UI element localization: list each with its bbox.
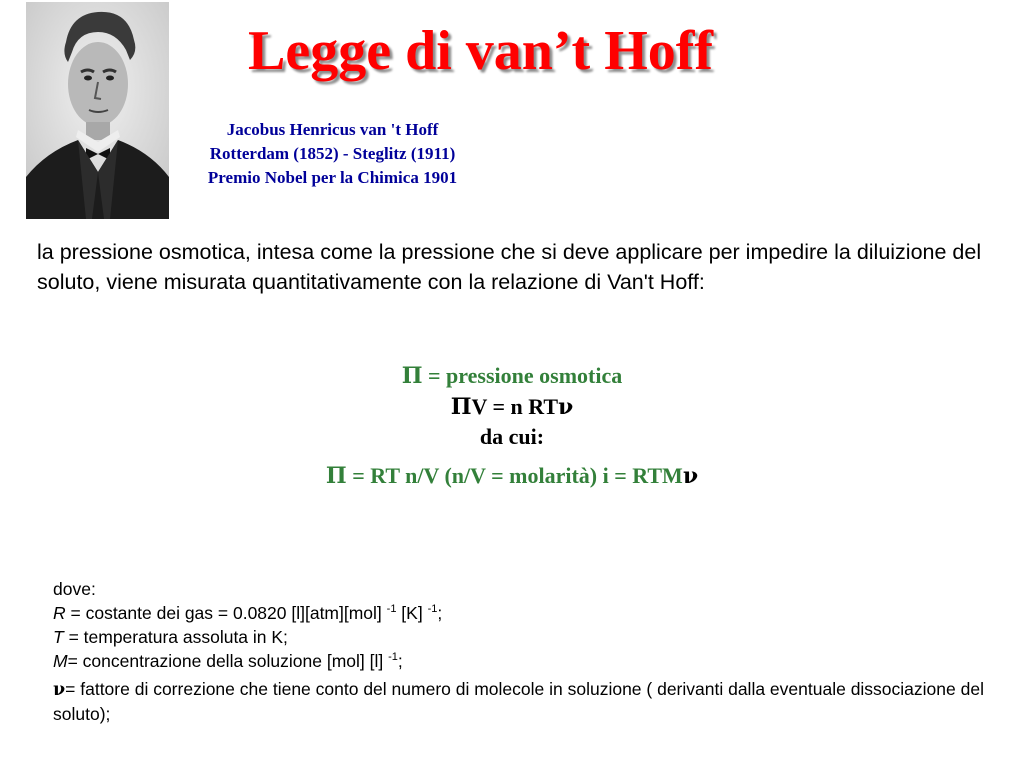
r-exp1: -1: [386, 603, 397, 615]
m-text: = concentrazione della soluzione [mol] [l]: [67, 651, 389, 671]
m-exp: -1: [388, 651, 398, 663]
t-symbol: T: [53, 627, 64, 647]
formula-osmotic-pressure: [0, 461, 1024, 491]
r-symbol: R: [53, 603, 66, 623]
legend-t: [53, 625, 993, 649]
r-unit: [K]: [396, 603, 428, 623]
t-text: = temperatura assoluta in K;: [63, 627, 288, 647]
formula-van-t-hoff: [0, 392, 1024, 422]
legend-r: [53, 601, 993, 625]
nu-text: = fattore di correzione che tiene conto del numero di molecole in soluzione ( derivanti dalla eventuale dissociazione del soluto);: [53, 679, 984, 724]
variables-legend: [53, 577, 993, 726]
legend-heading: dove:: [53, 579, 96, 599]
formula-line2-text: V = n RT: [471, 394, 559, 419]
formula-pi-definition: [0, 361, 1024, 391]
nu-symbol: ν: [558, 394, 574, 420]
bio-life-dates: Rotterdam (1852) - Steglitz (1911): [209, 144, 456, 163]
nu-symbol: ν: [53, 680, 66, 700]
pi-symbol: Π: [450, 394, 472, 420]
biography-caption: [180, 118, 485, 190]
r-end: ;: [437, 603, 443, 623]
intro-paragraph: la pressione osmotica, intesa come la pressione che si deve applicare per impedire la diluizione del soluto, viene misurata quantitativamente con la relazione di Van't Hoff:: [37, 240, 982, 294]
formula-line4-text: = RT n/V (n/V = molarità) i = RTM: [346, 463, 683, 488]
r-exp2: -1: [427, 603, 438, 615]
pi-symbol: Π: [401, 363, 423, 389]
legend-nu: [53, 677, 993, 726]
bio-award: Premio Nobel per la Chimica 1901: [207, 168, 458, 187]
bio-name: Jacobus Henricus van 't Hoff: [226, 120, 439, 139]
r-text: = costante dei gas = 0.0820 [l][atm][mol]: [65, 603, 387, 623]
nu-symbol: ν: [682, 463, 699, 489]
page-title: Legge di van’t Hoff: [248, 20, 714, 82]
formula-line1-text: = pressione osmotica: [422, 363, 623, 388]
m-end: ;: [397, 651, 403, 671]
portrait-illustration: [26, 2, 169, 219]
formula-da-cui: da cui:: [479, 424, 545, 449]
portrait-photo: [26, 2, 169, 219]
m-symbol: M: [53, 651, 68, 671]
legend-m: [53, 649, 993, 673]
pi-symbol: Π: [325, 463, 347, 489]
